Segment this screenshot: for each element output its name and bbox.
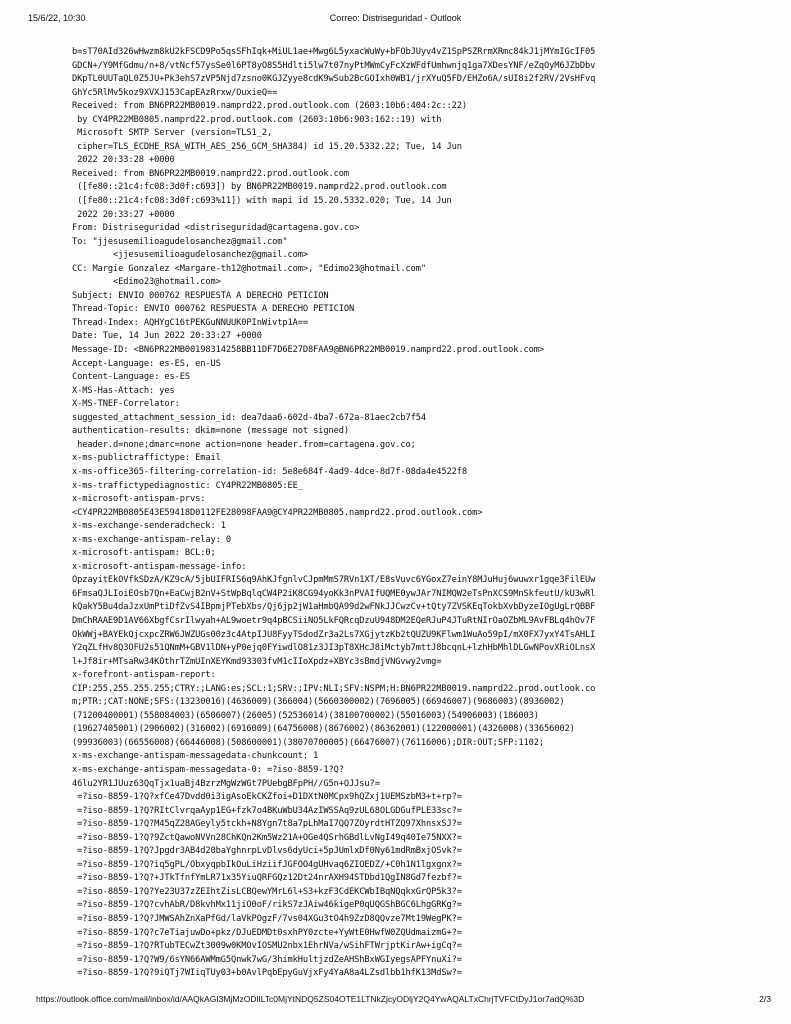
header-line: x-ms-exchange-antispam-messagedata-chunkcount: 1 xyxy=(72,751,319,762)
print-datetime: 15/6/22, 10:30 xyxy=(28,13,86,23)
header-line: x-microsoft-antispam: BCL:0; xyxy=(72,548,216,559)
header-line: =?iso-8859-1?Q?M45qZ28AGeyly5tckh+N8Ygn7t8a7pLhMaI7QQ7ZOyrdtHTZQ97XhnsxSJ?= xyxy=(72,819,462,830)
header-line: =?iso-8859-1?Q?9iQTj7WIiqTUy03+b0AvlPqbEpyGuVjxFy4YaA8a4LZsdlbb1hfK13MdSw?= xyxy=(72,968,462,979)
header-line: 2022 20:33:28 +0000 xyxy=(72,155,175,166)
header-line: m;PTR:;CAT:NONE;SFS:(13230016)(4636009)(366004)(5660300002)(7696005)(66946007)(9686003)(8936002) xyxy=(72,697,565,708)
header-line: <CY4PR22MB0805E43E59418D0112FE28098FAA9@CY4PR22MB0805.namprd22.prod.outlook.com> xyxy=(72,507,483,518)
header-line: From: Distriseguridad <distriseguridad@cartagena.gov.co> xyxy=(72,223,360,234)
header-line: x-ms-exchange-antispam-messagedata-0: =?iso-8859-1?Q? xyxy=(72,764,344,775)
header-line: =?iso-8859-1?Q?W9/6sYN66AWMmG5Qnwk7wG/3himkHultjzdZeAHShBxWGIyegsAPFYnuXi?= xyxy=(72,954,462,965)
header-line: Accept-Language: es-ES, en-US xyxy=(72,358,221,369)
header-line: X-MS-Has-Attach: yes xyxy=(72,385,175,396)
header-line: 2022 20:33:27 +0000 xyxy=(72,209,175,220)
header-line: DmChRAAE9D1AV66XbgfCsrIlwyah+AL9woetr9q4pBCSiiNO5LkFQRcqDzuU948DM2EQeRJuP4JTuRtNIrOaOZbML9AvFBLq4hOv7F xyxy=(72,615,596,626)
header-line: Subject: ENVIO 000762 RESPUESTA A DERECHO PETICION xyxy=(72,290,329,301)
header-line: ([fe80::21c4:fc08:3d0f:c693]) by BN6PR22MB0019.namprd22.prod.outlook.com xyxy=(72,182,447,193)
print-footer xyxy=(36,994,771,1008)
header-line: suggested_attachment_session_id: dea7daa6-602d-4ba7-672a-81aec2cb7f54 xyxy=(72,412,426,423)
header-line: OpzayitEkOVfkSDzA/KZ9cA/5jbUIFRIS6q9AhKJfgnlvCJpmMmS7RVn1XT/E8sVuvc6YGoxZ7einY8MJuHuj6wuwxr1gqe3FilEUw xyxy=(72,575,596,586)
header-line: (19627405001)(2906002)(316002)(6916009)(64756008)(8676002)(86362001)(122000001)(4326008)(33656002) xyxy=(72,724,575,735)
print-title: Correo: Distriseguridad - Outlook xyxy=(329,13,462,23)
header-line: <jjesusemilioagudelosanchez@gmail.com> xyxy=(72,250,308,261)
header-line: x-microsoft-antispam-prvs: xyxy=(72,494,206,505)
header-line: Microsoft SMTP Server (version=TLS1_2, xyxy=(72,128,273,139)
header-line: Content-Language: es-ES xyxy=(72,372,190,383)
header-line: CIP:255.255.255.255;CTRY:;LANG:es;SCL:1;SRV:;IPV:NLI;SFV:NSPM;H:BN6PR22MB0019.namprd22.prod.outlook.co xyxy=(72,683,596,694)
header-line: Message-ID: <BN6PR22MB00198314258BB11DF7D6E27D8FAA9@BN6PR22MB0019.namprd22.prod.outlook.com> xyxy=(72,345,544,356)
header-line: DKpTL0UUTaQL0Z5JU+Pk3ehS7zVP5Njd7zsno0KGJZyye8cdK9wSub2BcGOIxh0WB1/jrXYuQ5FD/EHZo6A/sUI8i2f2RV/2VsHFvq xyxy=(72,74,596,85)
header-line: GDCN+/Y9MfGdmu/n+8/vtNcf57ysSe0l6PT8yO8S5Hdlti5lw7t07nyPtMWmCyFcXzWFdfUmhwnjq1ga7XDesYNF/eZqOyM6JZbDbv xyxy=(72,60,596,71)
header-line: =?iso-8859-1?Q?RTubTECwZt3009w0KMOvIOSMU2nbx1EhrNVa/wSihFTWrjptKirAw+igCq?= xyxy=(72,941,462,952)
header-line: 46lu2YR1JUuz63QqTjx1uaBj4BzrzMgWzWGt7PUebgBFpPH//G5n+OJJsu?= xyxy=(72,778,380,789)
header-line: =?iso-8859-1?Q?iq5gPL/ObxyqpbIkOuLiHziifJGFOO4gUHvaq6ZIOEDZ/+C0h1N1lgxgnx?= xyxy=(72,859,462,870)
header-line: kQakY5Bu4daJzxUmPtiDfZvS4IBpmjPTebXbs/Qj6jp2jW1aHmbQA99d2wFNkJJCwzCv+tQty7ZVSKEqTokbXvbDyzeIOgUgLrQBBF xyxy=(72,602,596,613)
header-line: <Edimo23@hotmail.com> xyxy=(72,277,221,288)
header-line: GhYc5RlMv5koz9XVXJ153CapEAzRrxw/OuxieQ== xyxy=(72,87,278,98)
header-line: =?iso-8859-1?Q?c7eTiajuwDo+pkz/DJuEDMDt0sxhPY0zcte+YyWtE0HwfW0ZQUdmaizmG+?= xyxy=(72,927,462,938)
page-url: https://outlook.office.com/mail/inbox/id/AAQkAGI3MjMzODlILTc0MjYtNDQ5ZS04OTE1LTNkZjcyODljY2Q4YwAQALTxChrjTVFCtDyJ1or7adQ%3D xyxy=(36,994,585,1004)
header-line: Thread-Topic: ENVIO 000762 RESPUESTA A DERECHO PETICION xyxy=(72,304,355,315)
header-line: ([fe80::21c4:fc08:3d0f:c693%11]) with mapi id 15.20.5332.020; Tue, 14 Jun xyxy=(72,196,452,207)
header-line: =?iso-8859-1?Q?+JTkTfnfYmLR71x35YiuQRFGQz12Dt24nrAXH94STDbd1QgIN8Gd7fezbf?= xyxy=(72,873,462,884)
header-line: OkWWj+BAYEkQjcxpcZRW6JWZUGs00z3c4AtpIJU8FyyTSdodZr3a2Ls7XGjytzKb2tQUZU9KFlwm1WuAo59pI/mX0FX7yxY4TsAHLI xyxy=(72,629,596,640)
header-line: =?iso-8859-1?Q?Jpgdr3AB4d20baYghnrpLvDlvs6dyUci+5pJUmlxDf0Ny61mdRmBxjOSvk?= xyxy=(72,846,462,857)
header-line: Thread-Index: AQHYgC16tPEKGuNNUUK0PInWivtp1A== xyxy=(72,317,308,328)
header-line: To: "jjesusemilioagudelosanchez@gmail.com" xyxy=(72,236,288,247)
header-line: Y2qZLfHv8Q3OFU2s51QNmM+GBV1lDN+yP0ejq0FYiwdlO81z3JI3pT8XHcJ8iMctyb7mttJ8bcqnL+lzhHbMhlDLGwNPovXRiOLnsX xyxy=(72,643,596,654)
print-header xyxy=(18,13,773,27)
header-line: CC: Margie Gonzalez <Margare-th12@hotmail.com>, "Edimo23@hotmail.com" xyxy=(72,263,426,274)
header-line: by CY4PR22MB0805.namprd22.prod.outlook.com (2603:10b6:903:162::19) with xyxy=(72,114,442,125)
header-line: X-MS-TNEF-Correlator: xyxy=(72,399,180,410)
header-line: x-ms-exchange-senderadcheck: 1 xyxy=(72,521,226,532)
header-line: x-ms-traffictypediagnostic: CY4PR22MB0805:EE_ xyxy=(72,480,303,491)
email-header-source xyxy=(72,46,784,981)
page-number: 2/3 xyxy=(759,994,771,1004)
header-line: Received: from BN6PR22MB0019.namprd22.prod.outlook.com (2603:10b6:404:2c::22) xyxy=(72,101,468,112)
header-line: =?iso-8859-1?Q?cvhAbR/D8kvhMx11jiO0oF/rikS7zJAiw46kigeP0qUQGShBGC6LhgGRKg?= xyxy=(72,900,462,911)
header-line: x-ms-publictraffictype: Email xyxy=(72,453,221,464)
header-line: Received: from BN6PR22MB0019.namprd22.prod.outlook.com xyxy=(72,168,350,179)
header-line: x-ms-exchange-antispam-relay: 0 xyxy=(72,534,232,545)
header-line: l+Jf8ir+MTsaRw34KOthrTZmUInXEYKmd93303fvM1cIIoXpdz+XBYc3sBmdjVNGvwy2vmg= xyxy=(72,656,442,667)
header-line: =?iso-8859-1?Q?JMWSAhZnXaPfGd/laVkPOgzF/7vs04XGu3tO4h9ZzD8QQvze7Mt19WegPK?= xyxy=(72,914,462,924)
header-line: 6FmsaQJLIoiEOsb7Qn+EaCwjB2nV+StWpBqlqCW4P2iK8CG94yoKk3nPVAIfUQME0ywJAr7NIMQW2eTsPnXCS9MnSkfeutU/kU3wRl xyxy=(72,588,596,599)
header-line: (71200400001)(558084003)(6506007)(26005)(52536014)(38100700002)(55016003)(54906003)(186003) xyxy=(72,710,539,721)
header-line: cipher=TLS_ECDHE_RSA_WITH_AES_256_GCM_SHA384) id 15.20.5332.22; Tue, 14 Jun xyxy=(72,141,462,152)
header-line: =?iso-8859-1?Q?9ZctQawoNVVn28ChKQn2Km5Wz21A+OGe4QSrhGBdlLvNgI49q40Ie75NXX?= xyxy=(72,832,462,843)
header-line: x-ms-office365-filtering-correlation-id: 5e8e684f-4ad9-4dce-8d7f-08da4e4522f8 xyxy=(72,466,468,477)
header-line: x-microsoft-antispam-message-info: xyxy=(72,561,247,572)
header-line: =?iso-8859-1?Q?RItClvrqaAyp1EG+fzk7o4BKuWbU34AzIWSSAq9zUL68OLGDGufPLE33sc?= xyxy=(72,805,462,816)
header-line: authentication-results: dkim=none (message not signed) xyxy=(72,426,350,437)
header-line: header.d=none;dmarc=none action=none header.from=cartagena.gov.co; xyxy=(72,439,416,450)
header-line: (99936003)(66556008)(66446008)(508600001)(38070700005)(66476007)(76116006);DIR:OUT;SFP:1102; xyxy=(72,737,544,748)
header-line: =?iso-8859-1?Q?xfCe47Dvdd0i3igAsoEkCKZfoi+D1DXtN0MCpx9hQZxj1UEMSzbM3+t+rp?= xyxy=(72,792,462,803)
header-line: Date: Tue, 14 Jun 2022 20:33:27 +0000 xyxy=(72,331,262,342)
header-line: x-forefront-antispam-report: xyxy=(72,670,216,681)
header-line: b=sT70AId326wHwzm8kU2kFSCD9Po5qsSFhIqk+MiUL1ae+Mwg6L5yxacWuWy+bFObJUyv4vZ1SpPSZRrmXRmc84kJ1jMYmIGcIF05 xyxy=(72,47,596,57)
header-line: =?iso-8859-1?Q?Ye23U37zZEIhtZisLCBQewYMrL6l+S3+kzF3CdEKCWbIBqNQqkxGrQP5k3?= xyxy=(72,886,462,897)
